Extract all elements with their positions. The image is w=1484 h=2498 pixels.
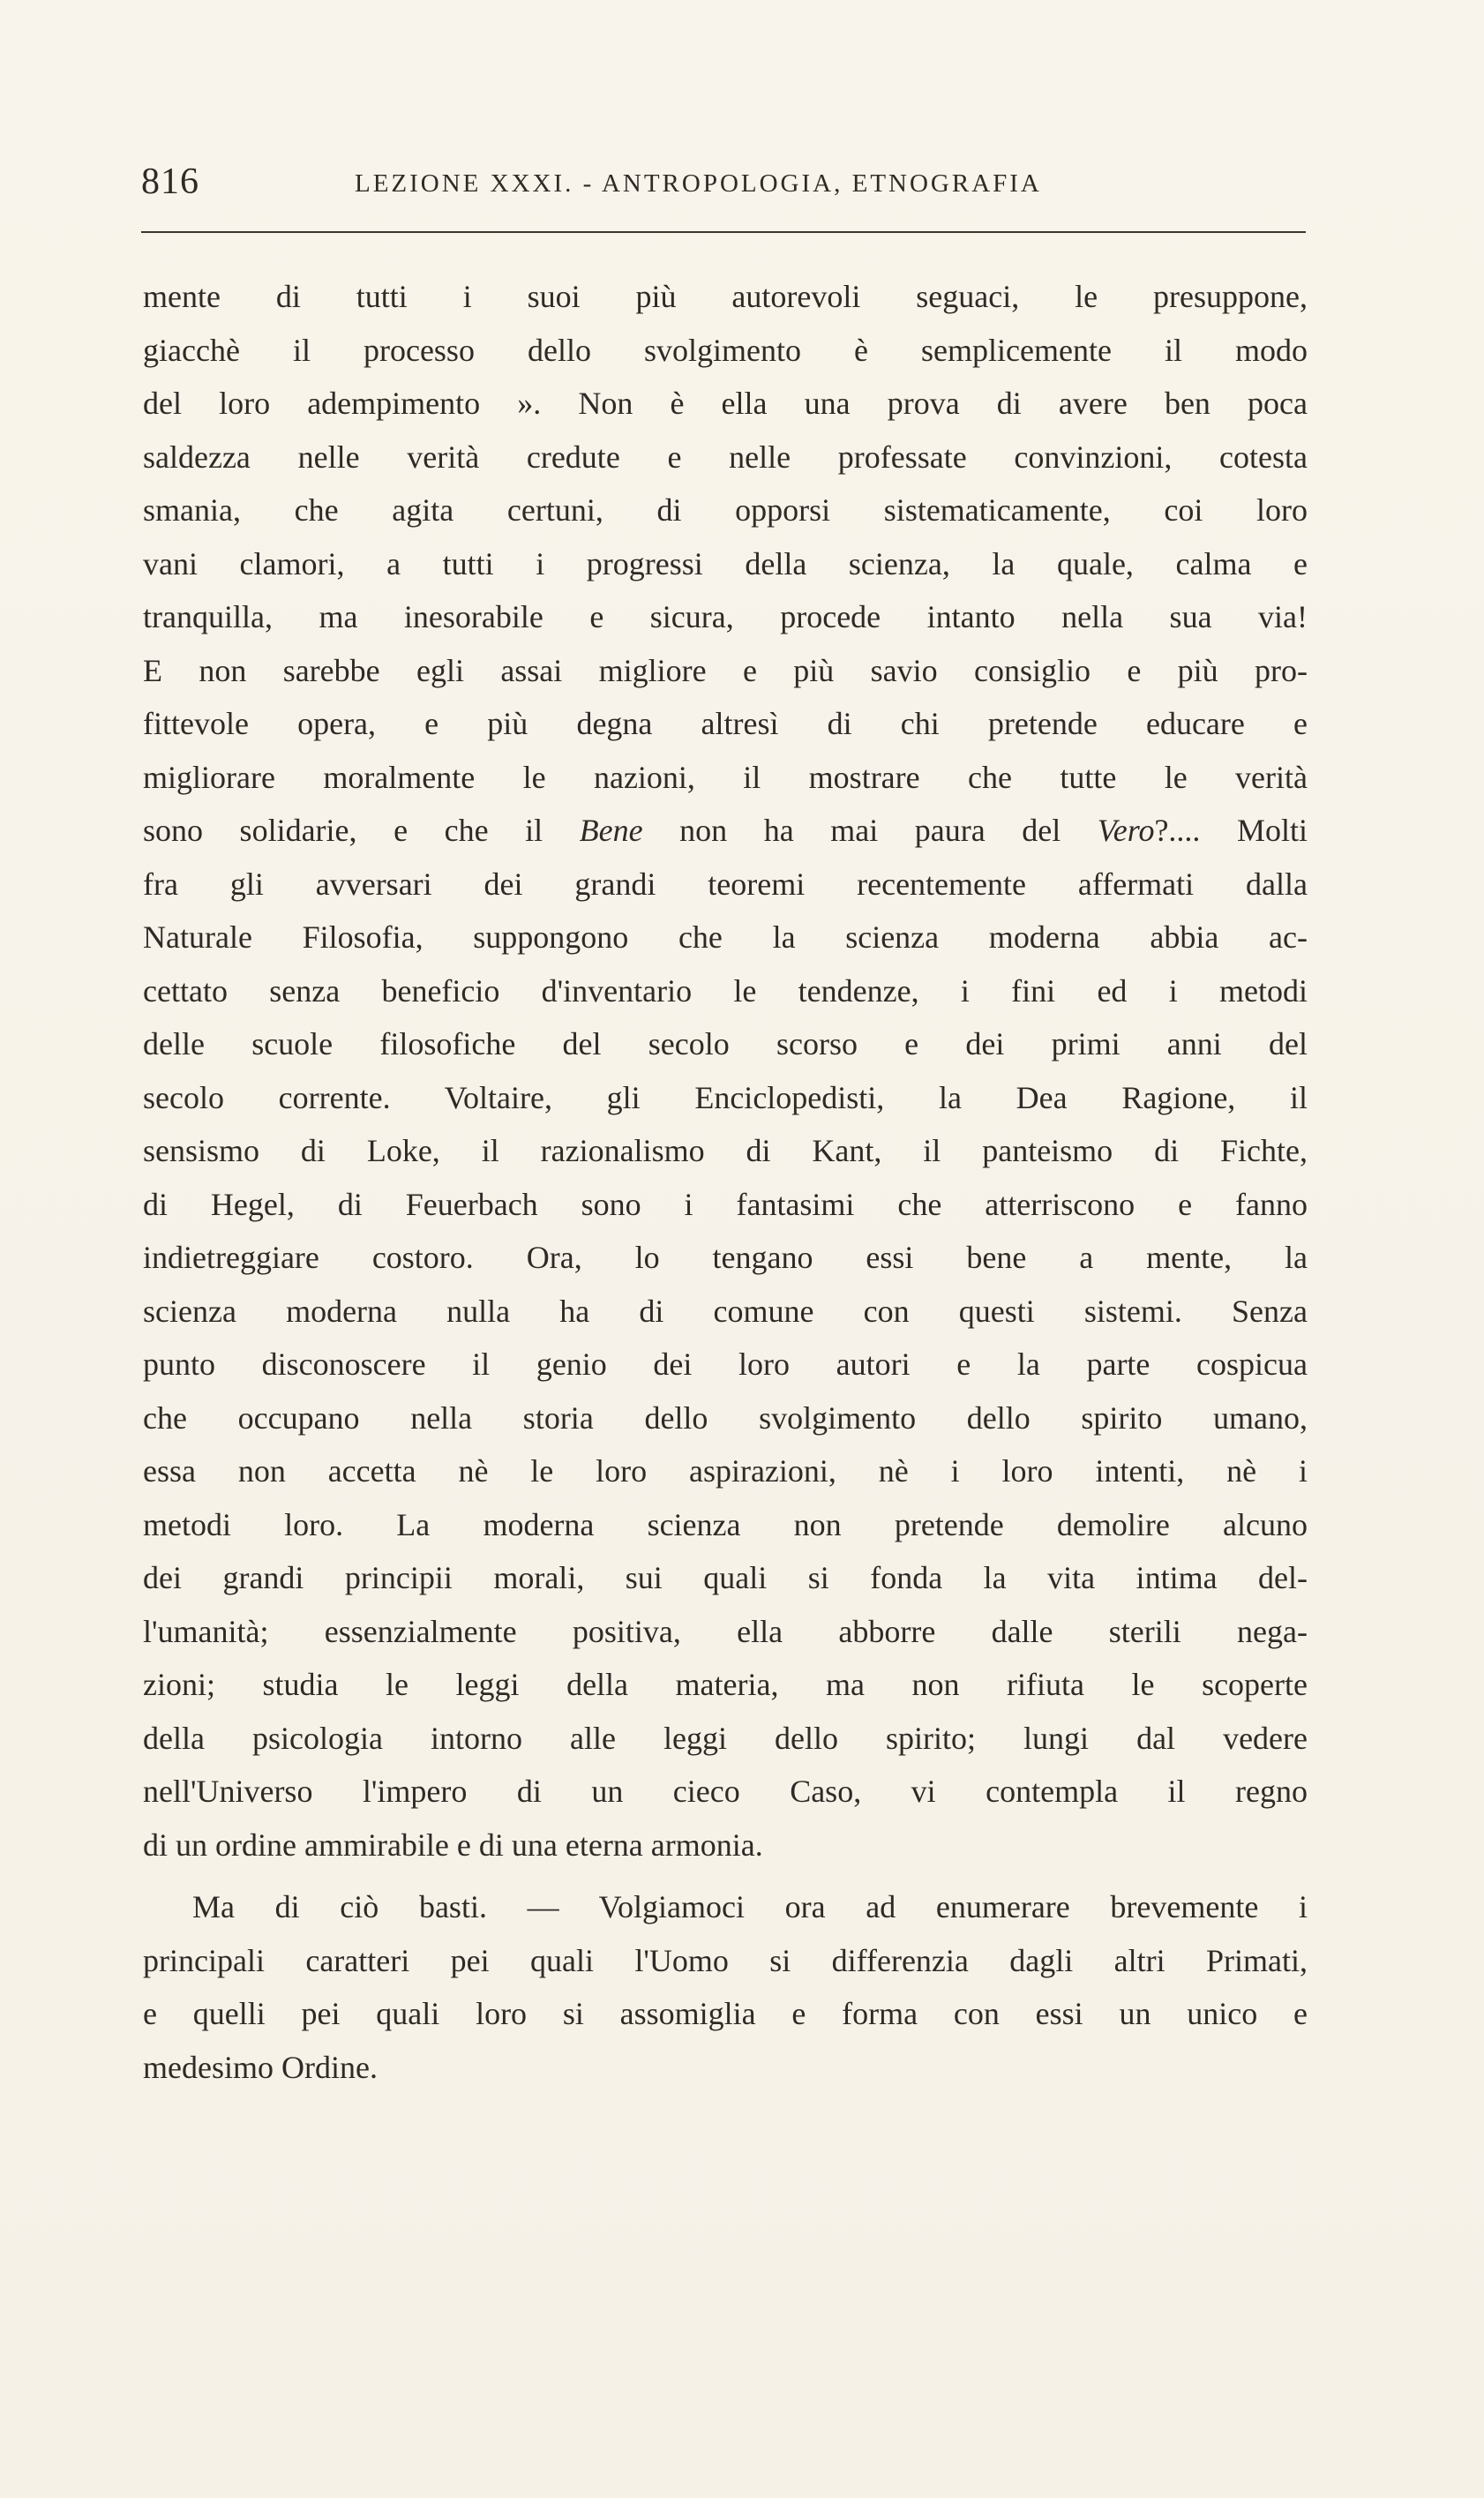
text-line: dei grandi principii morali, sui quali si fonda la vita intima del- — [143, 1560, 1308, 1595]
text-line: giacchè il processo dello svolgimento è semplicemente il modo — [143, 332, 1308, 368]
page-number: 816 — [141, 161, 199, 202]
text-line: mente di tutti i suoi più autorevoli seguaci, le presuppone, — [143, 279, 1308, 314]
text-line: di un ordine ammirabile e di una eterna armonia. — [143, 1827, 763, 1863]
text-fragment: sono solidarie, e che il — [143, 813, 580, 848]
text-line: fittevole opera, e più degna altresì di chi pretende educare e — [143, 706, 1308, 741]
text-line: Ma di ciò basti. — Volgiamoci ora ad enumerare brevemente i — [192, 1889, 1308, 1924]
text-line: nell'Universo l'impero di un cieco Caso, vi contempla il regno — [143, 1774, 1308, 1809]
text-line: smania, che agita certuni, di opporsi sistematicamente, coi loro — [143, 492, 1308, 528]
main-text — [143, 270, 1308, 2094]
page-header — [141, 161, 1306, 214]
text-line: fra gli avversari dei grandi teoremi recentemente affermati dalla — [143, 866, 1308, 902]
text-line: della psicologia intorno alle leggi dello spirito; lungi dal vedere — [143, 1720, 1308, 1756]
text-line: Naturale Filosofia, suppongono che la scienza moderna abbia ac- — [143, 919, 1308, 955]
text-line: sensismo di Loke, il razionalismo di Kant, il panteismo di Fichte, — [143, 1133, 1308, 1168]
text-line: E non sarebbe egli assai migliore e più savio consiglio e più pro- — [143, 652, 1308, 688]
text-line: zioni; studia le leggi della materia, ma non rifiuta le scoperte — [143, 1667, 1308, 1702]
text-line: cettato senza beneficio d'inventario le tendenze, i fini ed i metodi — [143, 972, 1308, 1009]
text-line: l'umanità; essenzialmente positiva, ella abborre dalle sterili nega- — [143, 1613, 1308, 1649]
text-line: medesimo Ordine. — [143, 2049, 378, 2085]
text-line-with-italics — [143, 804, 1308, 858]
running-title: LEZIONE XXXI. - ANTROPOLOGIA, ETNOGRAFIA — [355, 169, 1042, 198]
text-fragment: non ha mai paura del — [642, 813, 1098, 848]
text-line: del loro adempimento ». Non è ella una prova di avere ben poca — [143, 386, 1308, 421]
text-line: migliorare moralmente le nazioni, il mostrare che tutte le verità — [143, 759, 1308, 795]
italic-word-bene: Bene — [579, 813, 643, 848]
text-fragment: ?.... Molti — [1154, 813, 1308, 848]
text-line: punto disconoscere il genio dei loro autori e la parte cospicua — [143, 1347, 1308, 1382]
header-rule — [141, 231, 1306, 233]
text-line: secolo corrente. Voltaire, gli Enciclopedisti, la Dea Ragione, il — [143, 1079, 1308, 1115]
text-line: essa non accetta nè le loro aspirazioni, nè i loro intenti, nè i — [143, 1453, 1308, 1489]
text-line: vani clamori, a tutti i progressi della scienza, la quale, calma e — [143, 545, 1308, 581]
text-line: metodi loro. La moderna scienza non pretende demolire alcuno — [143, 1506, 1308, 1542]
text-line: scienza moderna nulla ha di comune con questi sistemi. Senza — [143, 1293, 1308, 1329]
text-line: di Hegel, di Feuerbach sono i fantasimi che atterriscono e fanno — [143, 1186, 1308, 1222]
text-line: saldezza nelle verità credute e nelle professate convinzioni, cotesta — [143, 439, 1308, 475]
text-line: indietreggiare costoro. Ora, lo tengano essi bene a mente, la — [143, 1240, 1308, 1275]
text-line: delle scuole filosofiche del secolo scorso e dei primi anni del — [143, 1026, 1308, 1061]
text-line: e quelli pei quali loro si assomiglia e forma con essi un unico e — [143, 1996, 1308, 2031]
text-line: che occupano nella storia dello svolgimento dello spirito umano, — [143, 1399, 1308, 1436]
text-line: tranquilla, ma inesorabile e sicura, procede intanto nella sua via! — [143, 599, 1308, 634]
text-line: principali caratteri pei quali l'Uomo si differenzia dagli altri Primati, — [143, 1942, 1308, 1978]
italic-word-vero: Vero — [1097, 813, 1155, 848]
paragraph-gap — [143, 1872, 1308, 1880]
